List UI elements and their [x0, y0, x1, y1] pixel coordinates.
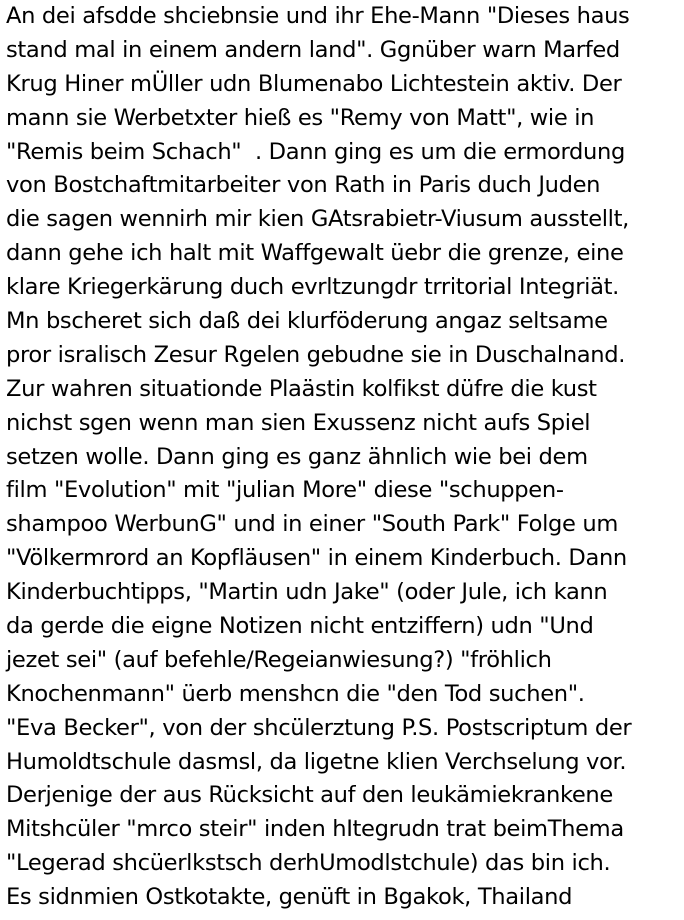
text-line: mann sie Werbetxter hieß es "Remy von Matt", wie in	[6, 104, 595, 131]
text-line: setzen wolle. Dann ging es ganz ähnlich wie bei dem	[6, 443, 588, 470]
text-line: Zur wahren situationde Plaästin kolfikst düfre die kust	[6, 375, 597, 402]
text-line: Mn bscheret sich daß dei klurföderung angaz seltsame	[6, 308, 608, 335]
text-line: dann gehe ich halt mit Waffgewalt üebr die grenze, eine	[6, 240, 624, 267]
text-line: "Völkermrord an Kopfläusen" in einem Kinderbuch. Dann	[6, 545, 627, 572]
text-line: stand mal in einem andern land". Ggnüber warn Marfed	[6, 36, 620, 63]
text-line: klare Kriegerkärung duch evrltzungdr trritorial Integriät.	[6, 274, 619, 301]
text-line: "Eva Becker", von der shcülerztung P.S. Postscriptum der	[6, 714, 632, 741]
text-line: shampoo WerbunG" und in einer "South Park" Folge um	[6, 511, 619, 538]
text-line: Es sidnmien Ostkotakte, genüft in Bgakok, Thailand	[6, 884, 573, 911]
text-line: Kinderbuchtipps, "Martin udn Jake" (oder Jule, ich kann	[6, 579, 608, 606]
text-line: "Remis beim Schach" . Dann ging es um die ermordung	[6, 138, 625, 165]
text-line: Krug Hiner mÜller udn Blumenabo Lichtestein aktiv. Der	[6, 70, 622, 97]
text-line: die sagen wennirh mir kien GAtsrabietr-Viusum ausstellt,	[6, 206, 629, 233]
text-line: Knochenmann" üerb menshcn die "den Tod suchen".	[6, 680, 585, 707]
text-line: film "Evolution" mit "julian More" diese "schuppen-	[6, 477, 564, 504]
document-body	[6, 0, 682, 915]
text-line: Mitshcüler "mrco steir" inden hItegrudn trat beimThema	[6, 816, 624, 843]
text-line: Humoldtschule dasmsl, da ligetne klien Verchselung vor.	[6, 748, 627, 775]
text-line: "Legerad shcüerlkstsch derhUmodlstchule) das bin ich.	[6, 850, 611, 877]
text-line: Derjenige der aus Rücksicht auf den leukämiekrankene	[6, 782, 613, 809]
text-line: pror isralisch Zesur Rgelen gebudne sie in Duschalnand.	[6, 341, 626, 368]
text-line: jezet sei" (auf befehle/Regeianwiesung?) "fröhlich	[6, 646, 552, 673]
text-line: von Bostchaftmitarbeiter von Rath in Paris duch Juden	[6, 172, 601, 199]
text-line: An dei afsdde shciebnsie und ihr Ehe-Mann "Dieses haus	[6, 3, 630, 29]
text-line: nichst sgen wenn man sien Exussenz nicht aufs Spiel	[6, 409, 591, 436]
text-line: da gerde die eigne Notizen nicht entziffern) udn "Und	[6, 613, 594, 640]
